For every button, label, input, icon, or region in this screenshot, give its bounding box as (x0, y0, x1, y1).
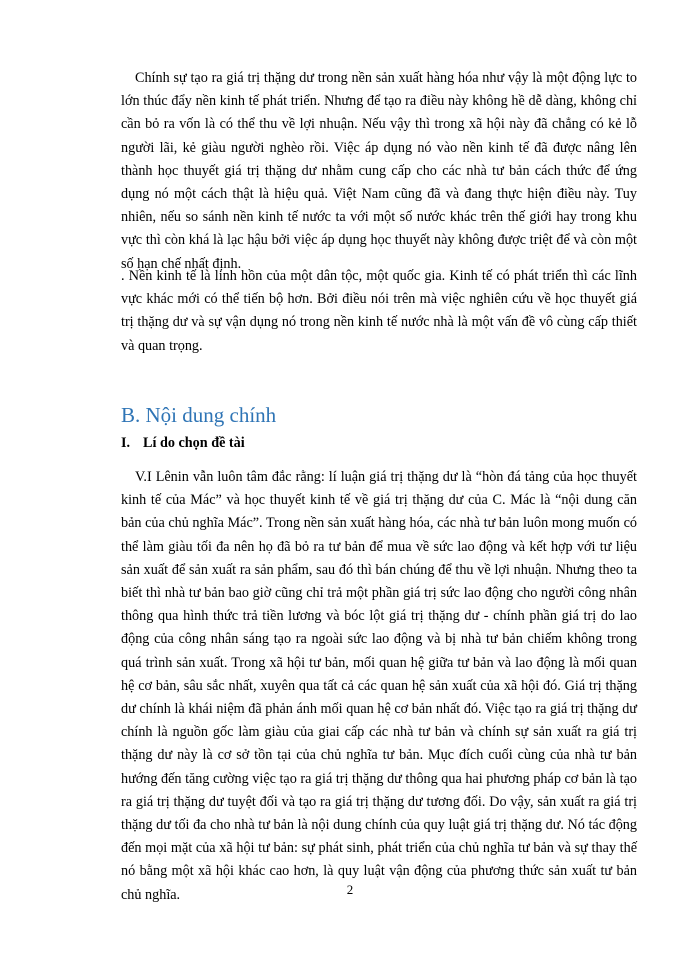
intro-paragraph-1: Chính sự tạo ra giá trị thặng dư trong nền sản xuất hàng hóa như vậy là một động lực to lớn thúc đẩy nền kinh tế phát triển. Nhưng để tạo ra điều này không hề dễ dàng, không chỉ cần bỏ ra vốn là có thể thu về lợi nhuận. Nếu vậy thì trong xã hội này đã chẳng có kẻ lỗ người lãi, kẻ giàu người nghèo rồi. Việc áp dụng nó vào nền kinh tế đã được nâng lên thành học thuyết giá trị thặng dư nhằm cung cấp cho các nhà tư bản cách thức để ứng dụng nó một cách thật là hiệu quả. Việt Nam cũng đã và đang thực hiện điều này. Tuy nhiên, nếu so sánh nền kinh tế nước ta với một số nước khác trên thế giới hay trong khu vực thì còn khá là lạc hậu bởi việc áp dụng học thuyết này không được triệt để và còn một số hạn chế nhất định. (121, 70, 637, 272)
body-paragraph-3: V.I Lênin vẫn luôn tâm đắc rằng: lí luận giá trị thặng dư là “hòn đá tảng của học thuyết kinh tế của Mác” và học thuyết kinh tế về giá trị thặng dư của C. Mác là “nội dung căn bản của chủ nghĩa Mác”. Trong nền sản xuất hàng hóa, các nhà tư bản luôn mong muốn có thể làm giàu tối đa nên họ đã bỏ ra tư bản để mua về sức lao động và kết hợp với tư liệu sản xuất để sản xuất ra sản phẩm, sau đó thì bán chúng để thu về lợi nhuận. Nhưng theo ta biết thì nhà tư bản bao giờ cũng chỉ trả một phần giá trị sức lao động cho người công nhân thông qua hình thức trả tiền lương và bóc lột giá trị thặng dư - chính phần giá trị do lao động của công nhân sáng tạo ra ngoài sức lao động và bị nhà tư bản chiếm không trong quá trình sản xuất. Trong xã hội tư bản, mối quan hệ giữa tư bản và lao động là mối quan hệ cơ bản, sâu sắc nhất, xuyên qua tất cả các quan hệ sản xuất của xã hội đó. Giá trị thặng dư chính là khái niệm đã phản ánh mối quan hệ cơ bản nhất đó. Việc tạo ra giá trị thặng dư chính là nguồn gốc làm giàu của giai cấp các nhà tư bản và chính sự sản xuất ra giá trị thặng dư này là cơ sở tồn tại của chủ nghĩa tư bản. Mục đích cuối cùng của nhà tư bản hướng đến tăng cường việc tạo ra giá trị thặng dư thông qua hai phương pháp cơ bản là tạo ra giá trị thặng dư tuyệt đối và tạo ra giá trị thặng dư tương đối. Do vậy, sản xuất ra giá trị thặng dư tối đa cho nhà tư bản là nội dung chính của quy luật giá trị thặng dư. Nó tác động đến mọi mặt của xã hội tư bản: sự phát sinh, phát triển của chủ nghĩa tư bản và sự thay thế nó bằng một xã hội khác cao hơn, là quy luật vận động của phương thức sản xuất tư bản chủ nghĩa. (121, 469, 637, 903)
intro-paragraph-2: . Nền kinh tế là linh hồn của một dân tộc, một quốc gia. Kinh tế có phát triển thì các lĩnh vực khác mới có thể tiến bộ hơn. Bởi điều nói trên mà việc nghiên cứu về học thuyết giá trị thặng dư và sự vận dụng nó trong nền kinh tế nước nhà là một vấn đề vô cùng cấp thiết và quan trọng. (121, 268, 637, 354)
subsection-title: Lí do chọn đề tài (143, 435, 245, 451)
page-number: 2 (346, 882, 354, 897)
subsection-heading-i (121, 433, 245, 453)
subsection-number: I. (121, 435, 131, 451)
section-heading-b: B. Nội dung chính (121, 403, 277, 427)
